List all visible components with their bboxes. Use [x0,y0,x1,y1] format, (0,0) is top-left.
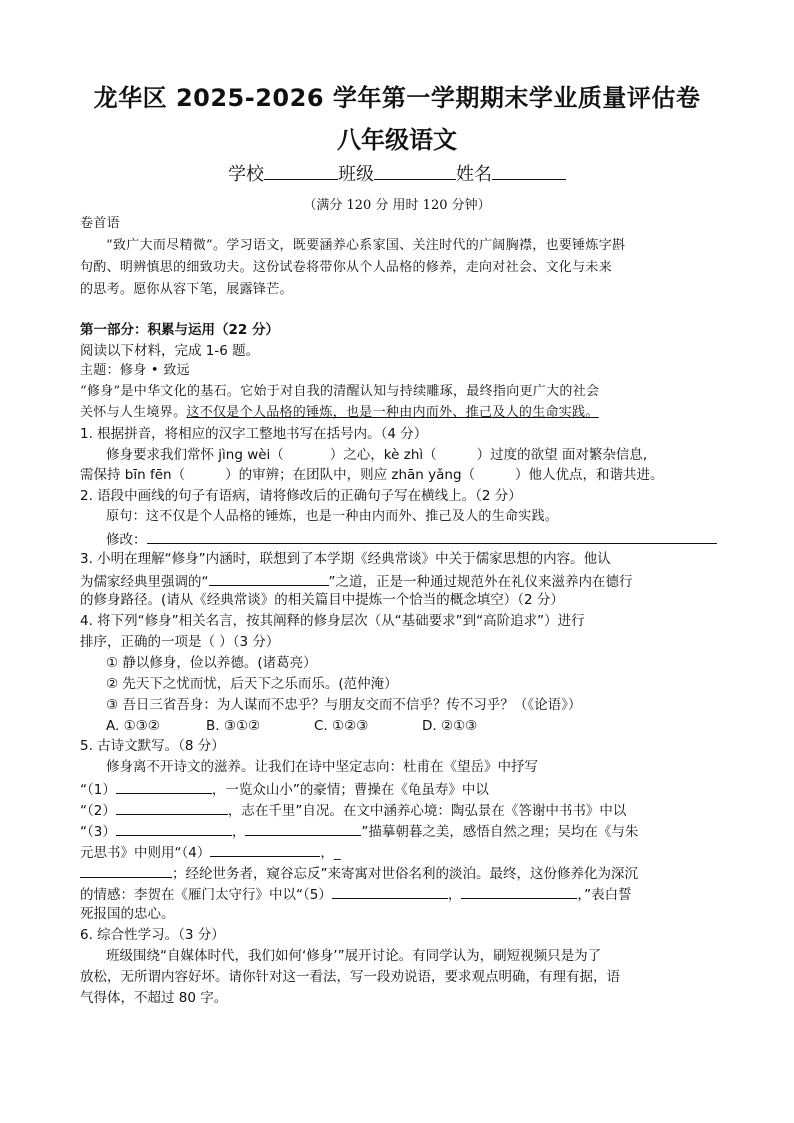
underlined-sentence: 这不仅是个人品格的锤炼，也是一种由内而外、推己及人的生命实践。 [186,405,599,420]
q4-option-d[interactable]: D. ②①③ [422,718,478,734]
q5-text: ，志在千里”自况。在文中涵养心境：陶弘景在《答谢中书书》中以 [227,803,627,819]
exam-subtitle: 八年级语文 [337,126,457,154]
q5-line-7 [80,883,720,905]
q5-line-1: 修身离不开诗文的滋养。让我们在诗中坚定志向：杜甫在《望岳》中抒写 [106,759,538,775]
q5-line-4 [80,820,720,842]
exam-title: 龙华区 2025-2026 学年第一学期期末学业质量评估卷 [93,84,701,112]
q1-line-1 [80,445,746,465]
q6-stem: 6. 综合性学习。（3 分） [80,927,225,943]
part1-heading: 第一部分：积累与运用（22 分） [80,322,279,338]
q2-original: 原句：这不仅是个人品格的锤炼，也是一种由内而外、推己及人的生命实践。 [106,509,559,524]
q1-line-2 [80,465,720,485]
q4-options [80,716,746,736]
q6-line-2: 放松，无所谓内容好坏。请你针对这一看法，写一段劝说语，要求观点明确，有理有据，语 [80,969,620,985]
q5-text: ， [231,824,246,840]
q2-stem: 2. 语段中画线的句子有语病，请将修改后的正确句子写在横线上。（2 分） [80,488,522,504]
q5-text: ， [447,887,462,903]
theme-line: 主题：修身 • 致远 [80,363,190,378]
name-field[interactable] [492,161,566,180]
q1-text: ）的审辨；在团队中，则应 zhān yǎng（ [225,467,476,483]
q1-text: 需保持 bīn fēn（ [80,467,186,483]
q4-line-1: 4. 将下列“修身”相关名言，按其阐释的修身层次（从“基础要求”到“高阶追求”）进行 [80,613,585,629]
q6-line-3: 气得体，不超过 80 字。 [80,990,228,1006]
q3-text: ”之道，正是一种通过规范外在礼仪来滋养内在德行 [328,574,633,590]
q4-item-1: ① 静以修身，俭以养德。(诸葛亮） [106,655,317,671]
q5-blank-7[interactable] [332,883,448,899]
q4-item-2: ② 先天下之忧而忧，后天下之乐而乐。(范仲淹） [106,676,398,692]
q1-text: ）他人优点，和谐共进。 [515,467,664,483]
q5-text: “（2） [80,803,116,819]
q1-text: ）之心，kè zhì（ [329,447,437,463]
q5-line-3 [80,799,720,821]
q3-blank[interactable] [209,570,329,586]
q1-stem: 1. 根据拼音，将相应的汉字工整地书写在括号内。（4 分） [80,426,428,442]
score-note: （满分 120 分 用时 120 分钟） [303,198,491,213]
q5-blank-4[interactable] [245,820,361,836]
q2-revise-label: 修改： [106,532,147,548]
q5-text: ，一览众山小”的豪情；曹操在《龟虽寿》中以 [211,782,489,798]
preface-line-3: 的思考。愿你从容下笔，展露锋芒。 [80,282,293,297]
q5-blank-6[interactable] [80,862,172,878]
q2-answer-line[interactable] [147,528,717,544]
preface-line-1: “致广大而尽精微”。学习语文，既要涵养心系家国、关注时代的广阔胸襟，也要锤炼字斟 [106,238,626,253]
q3-line-3: 的修身路径。(请从《经典常谈》的相关篇目中提炼一个恰当的概念填空）（2 分） [80,592,564,608]
preface-line-2: 句酌、明辨慎思的细致功夫。这份试卷将带你从个人品格的修养，走向对社会、文化与未来 [80,260,613,275]
q5-blank-5[interactable] [210,841,320,857]
q5-line-2 [80,778,720,800]
q1-text: ）过度的欲望 面对繁杂信息, [476,447,648,463]
q3-line-1: 3. 小明在理解“修身”内涵时，联想到了本学期《经典常谈》中关于儒家思想的内容。他认 [80,551,611,567]
q6-line-1: 班级围绕“自媒体时代，我们如何‘修身’”展开讨论。有同学认为，刷短视频只是为了 [106,948,602,964]
class-field[interactable] [374,161,456,180]
part1-instruction: 阅读以下材料，完成 1-6 题。 [80,343,260,359]
q5-line-6 [80,862,720,884]
q3-line-2 [80,570,720,592]
q2-revise-line [80,528,746,550]
q5-line-5 [80,841,720,863]
q5-line-8: 死报国的忠心。 [80,906,175,922]
q5-blank-2[interactable] [116,799,228,815]
q5-text: ；经纶世务者，窥谷忘反”来寄寓对世俗名利的淡泊。最终，这份修养化为深沉 [172,866,638,882]
q5-text: 的情感：李贺在《雁门太守行》中以“（5） [80,887,332,903]
q1-text: 修身要求我们常怀 jìng wèi（ [106,447,284,463]
q5-blank-3[interactable] [116,820,232,836]
q5-text: ，”表白誓 [577,887,632,903]
student-info-line [0,160,794,186]
q5-text: ，_ [320,845,341,861]
material-line-1: “修身”是中华文化的基石。它始于对自我的清醒认知与持续雕琢，最终指向更广大的社会 [80,384,600,399]
q5-text: “（3） [80,824,116,840]
q5-stem: 5. 古诗文默写。（8 分） [80,738,225,754]
q5-blank-8[interactable] [461,883,577,899]
material-line-2 [80,403,720,423]
q5-blank-1[interactable] [116,778,212,794]
school-label: 学校 [228,164,264,185]
q5-text: “（1） [80,782,116,798]
q3-text: 为儒家经典里强调的“ [80,574,209,590]
q4-option-b[interactable]: B. ③①② [206,718,261,734]
name-label: 姓名 [456,164,492,185]
q5-text: 元思书》中则用“（4） [80,845,211,861]
q4-item-3: ③ 吾日三省吾身：为人谋而不忠乎？与朋友交而不信乎？传不习乎？（《论语》） [106,697,582,713]
preface-label: 卷首语 [80,216,120,231]
q4-line-2: 排序，正确的一项是（ ）（3 分） [80,634,280,650]
q4-option-a[interactable]: A. ①③② [106,718,160,734]
school-field[interactable] [264,161,338,180]
material-plain: 关怀与人生境界。 [80,405,187,420]
q5-text: ”描摹朝暮之美，感悟自然之理；吴均在《与朱 [361,824,639,840]
q4-option-c[interactable]: C. ①②③ [314,718,369,734]
class-label: 班级 [338,164,374,185]
